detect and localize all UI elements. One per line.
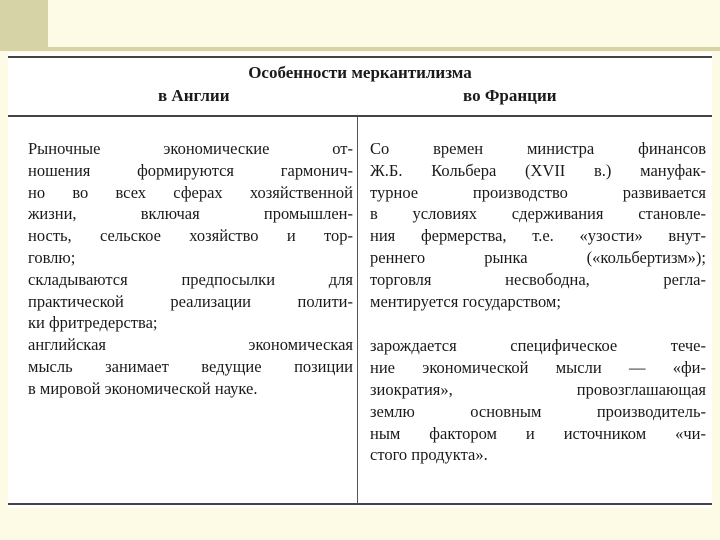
text-line: Ж.Б. Кольбера (XVII в.) мануфак- bbox=[370, 160, 706, 180]
text-line: мысль занимает ведущие позиции bbox=[28, 356, 353, 376]
text-line: Рыночные экономические от- bbox=[28, 139, 353, 158]
comparison-table bbox=[8, 53, 712, 508]
text-line: английская экономическая bbox=[28, 335, 353, 355]
text-line: турное производство развивается bbox=[370, 182, 706, 202]
text-line: но во всех сферах хозяйственной bbox=[28, 182, 353, 202]
text-line: зарождается специфическое тече- bbox=[370, 336, 706, 356]
table-title: Особенности меркантилизма bbox=[248, 63, 472, 82]
table-top-rule bbox=[8, 56, 712, 58]
text-line: говлю; bbox=[28, 247, 76, 267]
table-header-rule bbox=[8, 115, 712, 117]
text-line: ние экономической мысли — «фи- bbox=[370, 358, 706, 378]
text-line: ность, сельское хозяйство и тор- bbox=[28, 226, 353, 246]
paragraph-gap bbox=[370, 312, 706, 335]
text-line: зиократия», провозглашающая bbox=[370, 379, 706, 399]
text-line: Со времен министра финансов bbox=[370, 139, 706, 158]
text-line: торговля несвободна, регла- bbox=[370, 269, 706, 289]
text-line: складываются предпосылки для bbox=[28, 269, 353, 289]
text-line: ношения формируются гармонич- bbox=[28, 160, 353, 180]
text-line: ки фритредерства; bbox=[28, 313, 158, 333]
france-cell bbox=[370, 138, 706, 466]
slide-top-band bbox=[0, 47, 720, 51]
table-bottom-rule bbox=[8, 503, 712, 505]
text-line: реннего рынка («кольбертизм»); bbox=[370, 247, 706, 267]
text-line: в мировой экономической науке. bbox=[28, 378, 258, 398]
text-line: землю основным производитель- bbox=[370, 401, 706, 421]
column-header-france: во Франции bbox=[463, 86, 557, 105]
text-line: в условиях сдерживания становле- bbox=[370, 204, 706, 224]
column-header-england: в Англии bbox=[158, 86, 230, 105]
column-divider bbox=[357, 117, 358, 503]
text-line: жизни, включая промышлен- bbox=[28, 204, 353, 224]
text-line: практической реализации полити- bbox=[28, 291, 353, 311]
text-line: ния фермерства, т.е. «узости» внут- bbox=[370, 226, 706, 246]
text-line: ным фактором и источником «чи- bbox=[370, 423, 706, 443]
slide-corner-decoration bbox=[0, 0, 48, 47]
text-line: стого продукта». bbox=[370, 445, 488, 465]
text-line: ментируется государством; bbox=[370, 291, 561, 311]
england-cell bbox=[28, 138, 353, 400]
